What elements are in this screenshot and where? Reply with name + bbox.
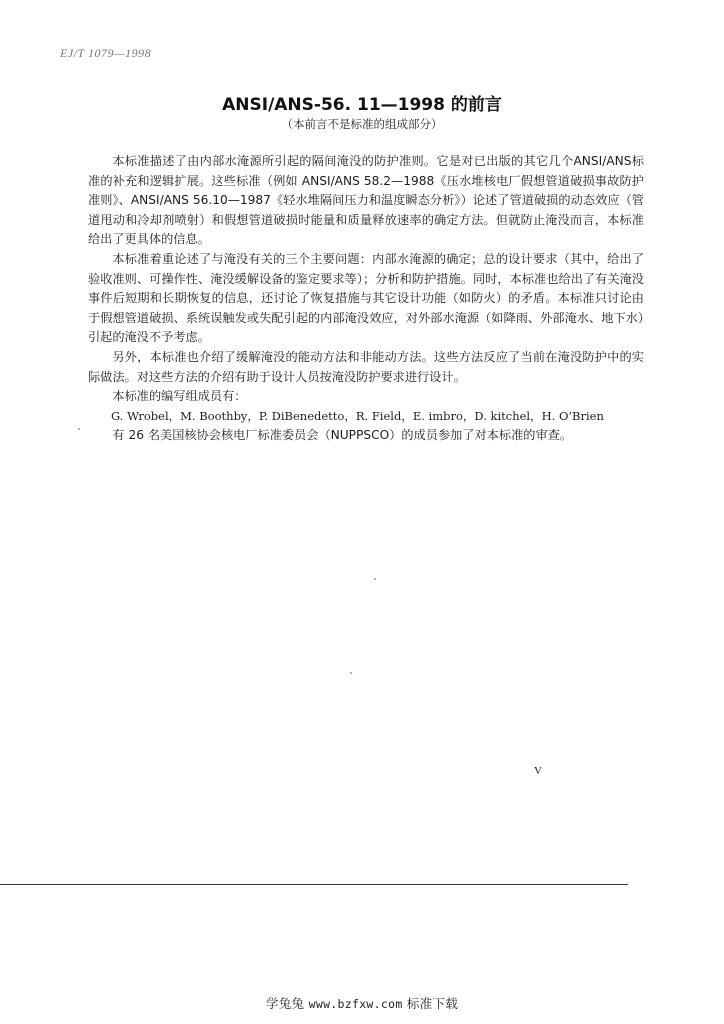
paragraph: 本标准描述了由内部水淹源所引起的隔间淹没的防护准则。它是对已出版的其它几个ANSI/ANS标准的补充和逻辑扩展。这些标准（例如 ANSI/ANS 58.2—1988《压水堆核电厂假想管道破损事故防护准则》、ANSI/ANS 56.10—1987《轻水堆隔间压力和温度瞬态分析》）论述了管道破损的动态效应（管道甩动和冷却剂喷射）和假想管道破损时能量和质量释放速率的确定方法。但就防止淹没而言，本标准给出了更具体的信息。 (88, 154, 644, 247)
scan-speck (350, 672, 352, 674)
footer-link[interactable]: www.bzfxw.com (308, 997, 403, 1011)
footer-slogan: 标准下载 (406, 996, 459, 1011)
page-subtitle: （本前言不是标准的组成部分） (281, 117, 443, 131)
scan-speck (374, 578, 376, 580)
paragraph: 另外，本标准也介绍了缓解淹没的能动方法和非能动方法。这些方法反应了当前在淹没防护中的实际做法。对这些方法的介绍有助于设计人员按淹没防护要求进行设计。 (88, 349, 644, 384)
paragraph: 本标准着重论述了与淹没有关的三个主要问题：内部水淹源的确定；总的设计要求（其中，给出了验收准则、可操作性、淹没缓解设备的鉴定要求等）；分析和防护措施。同时，本标准也给出了有关淹没事件后短期和长期恢复的信息，还讨论了恢复措施与其它设计功能（如防火）的矛盾。本标准只讨论由于假想管道破损、系统误触发或失配引起的内部淹没效应，对外部水淹源（如降雨、外部淹水、地下水）引起的淹没不予考虑。 (88, 251, 644, 345)
document-code: EJ/T 1079—1998 (60, 46, 152, 60)
scan-speck (78, 428, 80, 430)
page-number: V (534, 765, 542, 777)
paragraph: 本标准的编写组成员有： (112, 389, 247, 404)
page-title: ANSI/ANS-56. 11—1998 的前言 (222, 95, 502, 115)
footer-divider (0, 884, 628, 885)
footer-site-name: 学兔兔 (265, 996, 305, 1011)
site-footer (0, 994, 724, 1012)
closing-paragraph: 有 26 名美国核协会核电厂标准委员会（NUPPSCO）的成员参加了对本标准的审查。 (112, 428, 573, 443)
foreword-body (88, 152, 644, 446)
member-list: G. Wrobel，M. Boothby，P. DiBenedetto，R. Field，E. imbro，D. kitchel，H. O’Brien (111, 408, 604, 423)
